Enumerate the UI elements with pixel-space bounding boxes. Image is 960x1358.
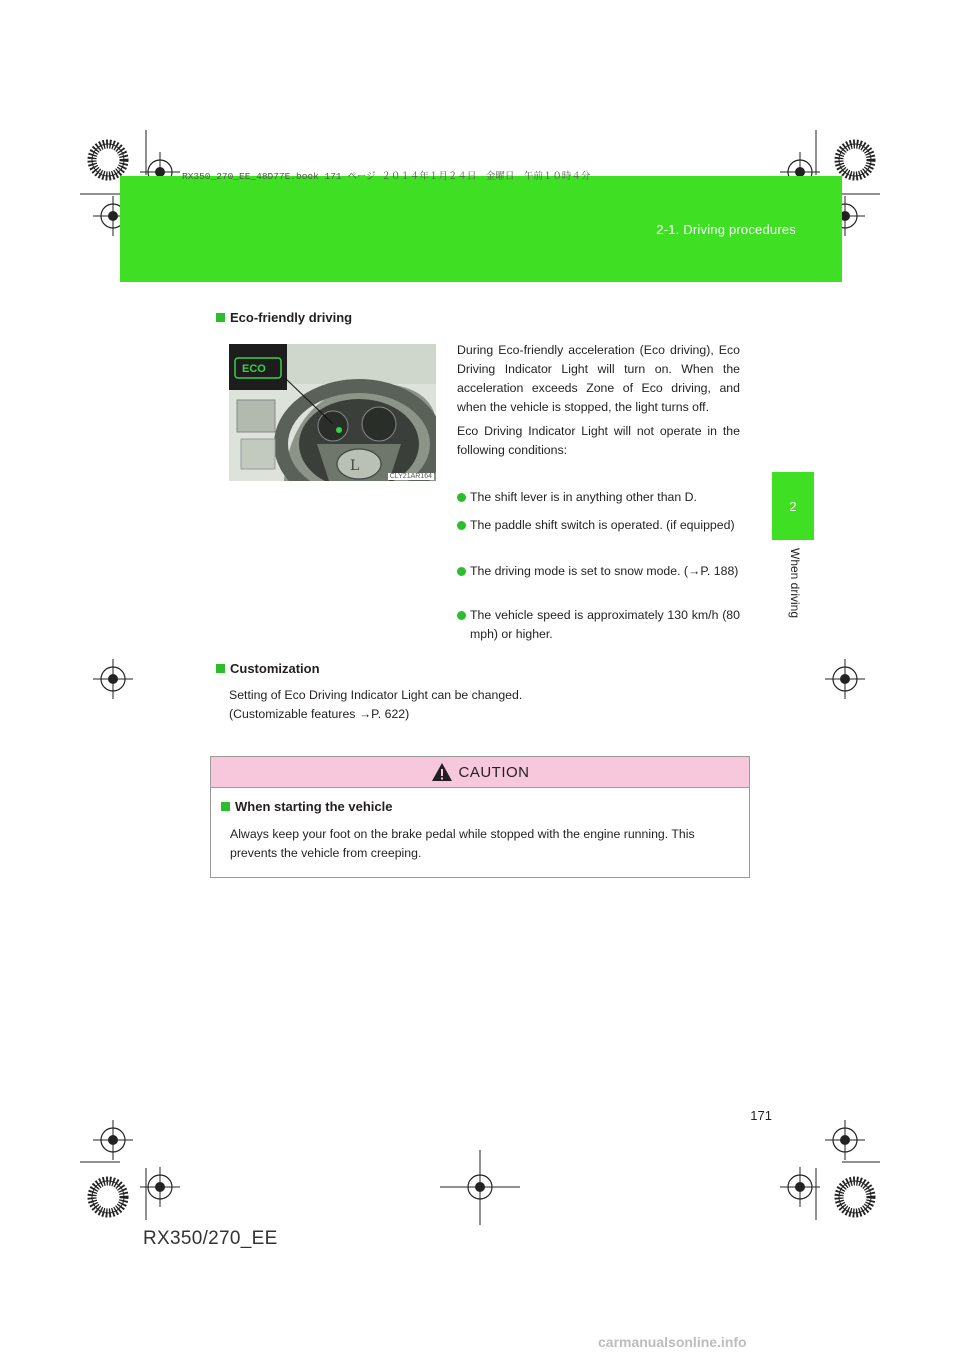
eco-heading: Eco-friendly driving xyxy=(216,310,352,325)
page-number: 171 xyxy=(750,1108,772,1123)
chapter-label: When driving xyxy=(788,548,802,619)
list-item: The driving mode is set to snow mode. (→P. 188) xyxy=(457,562,740,581)
list-item: The paddle shift switch is operated. (if equipped) xyxy=(457,516,740,535)
model-code: RX350/270_EE xyxy=(143,1228,278,1249)
bullet-dot-icon xyxy=(457,611,466,620)
eco-paragraph-1: During Eco-friendly acceleration (Eco driving), Eco Driving Indicator Light will turn on. When the acceleration exceeds Zone of Eco driving, and when the vehicle is stopped, the light turns off. xyxy=(457,343,740,414)
bullet-dot-icon xyxy=(457,567,466,576)
square-bullet-icon xyxy=(216,664,225,673)
list-item: The vehicle speed is approximately 130 km/h (80 mph) or higher. xyxy=(457,606,740,644)
caution-body: Always keep your foot on the brake pedal while stopped with the engine running. This prevents the vehicle from creeping. xyxy=(230,827,695,860)
caution-subheading: When starting the vehicle xyxy=(221,799,392,814)
list-item: The shift lever is in anything other than D. xyxy=(457,488,740,507)
customization-line-2: (Customizable features →P. 622) xyxy=(229,707,410,721)
caution-title: CAUTION xyxy=(458,763,530,781)
section-title: 2-1. Driving procedures xyxy=(656,222,796,237)
bullet-dot-icon xyxy=(457,493,466,502)
bullet-dot-icon xyxy=(457,521,466,530)
customization-line-1: Setting of Eco Driving Indicator Light can be changed. xyxy=(229,688,523,702)
square-bullet-icon xyxy=(216,313,225,322)
site-watermark: carmanualsonline.info xyxy=(598,1334,747,1350)
book-meta: RX350_270_EE_48D77E.book 171 ページ ２０１４年１月２４日 金曜日 午前１０時４分 xyxy=(182,171,591,182)
chapter-tab[interactable] xyxy=(772,472,814,540)
eco-paragraph-2: Eco Driving Indicator Light will not operate in the following conditions: xyxy=(457,424,740,457)
caution-box xyxy=(210,756,750,878)
customization-body xyxy=(229,686,522,724)
warning-icon xyxy=(431,762,453,782)
eco-description xyxy=(457,341,740,460)
caution-header xyxy=(211,757,749,788)
figure-code: CLY21AR164 xyxy=(389,473,432,480)
eco-badge: ECO xyxy=(242,363,266,375)
svg-text:L: L xyxy=(350,458,360,474)
eco-indicator-figure xyxy=(229,344,436,481)
chapter-number: 2 xyxy=(789,498,797,514)
square-bullet-icon xyxy=(221,802,230,811)
customization-heading: Customization xyxy=(216,661,320,676)
